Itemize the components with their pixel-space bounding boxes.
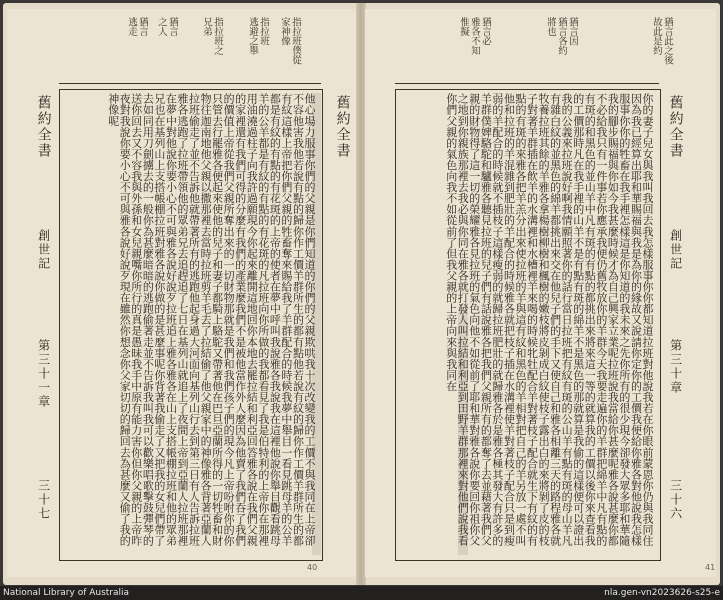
right-note-3: 猶言因	[567, 17, 578, 46]
left-note-6: 兄弟	[201, 17, 212, 36]
right-page-mark: 41	[705, 563, 716, 572]
left-page-number: 三十七	[36, 479, 51, 521]
right-note-4: 猶言各約	[556, 17, 567, 55]
left-header-book-bottom: 舊約全書	[35, 95, 52, 159]
left-note-7: 猶言	[167, 17, 178, 36]
left-note-10: 逃走	[126, 17, 137, 36]
left-page	[7, 9, 357, 577]
left-note-1: 指拉班僕從	[290, 17, 301, 65]
left-note-3: 指拉班	[258, 17, 269, 46]
right-note-5: 將也	[545, 17, 556, 36]
footer-identifier: nla.gen-vn2023626-s25-e	[604, 588, 720, 598]
left-note-2: 家神像	[279, 17, 290, 46]
left-header-chapter-num: 第三十一章	[36, 339, 51, 409]
footer-source: National Library of Australia	[3, 588, 130, 598]
right-note-1: 猶言此之後	[662, 17, 673, 65]
right-header-chapter-num: 第三十章	[668, 339, 683, 395]
book-spread	[3, 3, 720, 585]
footer-bar	[0, 586, 723, 600]
right-note-2: 故此是約	[651, 17, 662, 55]
right-page-number: 三十六	[668, 479, 683, 521]
left-page-mark: 40	[307, 563, 318, 572]
left-body-text: 他心場力服事你們的父親是你們知道的你們的父親欺哄我十次改變我的工價不與我同在上帝卻不容他害我他若說有點的歸你作工價羊群所生的都有點他若說有紋的歸你作工價羊群所生的都有紋這樣上帝把你們父親的牲畜奪來賜給我了羊群配合的時候我夢中舉目一看見跳母羊的公羊都是有紋的有點的有花斑的上帝的使者在夢中呼叫我說雅各我說我在這裡他說你舉目觀看跳母羊的公羊都是有紋的有點的有花斑的凡拉班向你所做的我都看見了我是伯特利的上帝你在那裡用油澆過柱子向我許過願現今你起來離開這地回你本地去罷拉結和利亞回答雅各說在我們父親的家裡還有我們可得的分麼有我們的產業麼我們不是被他當作外人麼因為他賣了我們吞了我們的價值上帝從我們父親所奪出來的一切財物那就是我們和我們孩子們的現今凡上帝吩咐你的你只管去行罷雅各便起來使他的兒子和妻子都騎上駱駝又帶著他在巴旦亞蘭所得的一切牲畜和財物往迦南地他父親以撒那裡去當時拉班剪羊毛去了拉結偷了他父親家中的神像雅各背著亞蘭人拉班偷走了並不告訴他就帶著所有的逃跑他起身過大河面向基列山行去到第三日有人告訴拉班雅各逃跑了拉班帶領他的眾弟兄去追趕追了七日在基列山就追上了夜間上帝到亞蘭人拉班那裡在夢中對他說你要小心不可與雅各說好說歹拉班追上雅各雅各在山上支搭帳棚拉班和他的眾弟兄也在基列山上支搭帳棚拉班對雅各說你做的是甚麼事呢你背著我偷走了又把我的女兒們帶了去如同用刀劍擄去的一般你為甚麼暗暗的逃跑偷著走並不告訴我叫我可以歡樂唱歌擊鼓彈琴的送你回去又不容我與外孫和女兒親嘴你所行的真是愚昧我手中原有能力害你但你父親的上帝昨夜對我說你要小心不可與雅各說好說歹現在雖然你想念你父家切切的歸回去為甚麼又偷了我的神像呢	[106, 93, 316, 547]
left-ruled-line	[59, 83, 321, 84]
left-header-chapter: 創世記	[36, 229, 51, 271]
left-note-4: 逃避之舉	[247, 17, 258, 55]
right-header-book: 舊約全書	[667, 95, 684, 159]
right-body-text: 你的妻子兒女與我叫我回去我怎樣服事你你都知道拉班對他說我若在你眼前蒙恩你仍與我同住因為我已經算出耶和華賜福與我是為你的緣故又說請你定你的工價我便給你雅各對他說我怎樣服事你你的牲畜在我手裡怎樣這是你知道的我未來之先你所有的很少現今卻發大眾多耶和華隨我的腳步賜福與你如今我甚麼時候才為自己興家立業呢拉班說我當給你甚麼呢雅各說甚麼你都不必給我只有一件事若你應承我便仍舊牧放你的羊群今天我要走遍你的羊群把綿羊中凡有點的有斑的和黑色的並山羊中凡有斑的有點的都挑出來將來這一等的就算我的工價以後你來查看我的工價那時凡在我手裡的山羊不是有點有斑的綿羊不是黑色的那就算是我偷的這樣便可以證出我的公義來拉班說好啊我情願照著你的話行當日拉班把有紋有斑的公山羊有點有斑的母山羊凡有雜白紋的並黑色的綿羊都挑出來交在他兒子們的手下又使自己和雅各相離三天的路程雅各就牧養拉班其餘的羊雅各拿楊樹柳樹和楓樹的嫩枝將皮剝成白紋使枝子露出白的來將剝了皮的枝子對著羊群插在飲羊的水溝裡和水槽裡羊來喝的時候牝牡配合羊對著枝子配合就生下有紋的有點的有斑的來雅各把羊羔分出來使拉班的羊與這有紋和黑色的羊相對把自己的羊另放一處不叫他和拉班的羊混雜到肥壯的羊配合的時候雅各就把枝子插在水溝裡使羊對著枝子配合只是到瘦弱的羊配合的時候就不插枝子這樣瘦弱的就歸拉班肥壯的就歸雅各於是雅各極其發大有許多的羊群僕婢駱駝和驢雅各聽見拉班的兒子們有話說雅各把我們父親所有的都奪了去並藉著我們父親的財物得了這一切的榮耀雅各見拉班的氣色向他不如從前了耶和華對雅各說你要回你祖你父之地到你親族那裡去我必與你同在雅各就打發人叫拉結和利亞到田野羊群那裡來對他們說我看你們父親的氣色向我不如從前了但我父親的上帝向來與我同在	[444, 93, 654, 547]
right-note-8: 惟擬	[458, 17, 469, 36]
left-header-book: 舊約全書	[334, 95, 351, 159]
right-page	[365, 9, 716, 577]
right-header-chapter: 創世記	[668, 229, 683, 271]
left-note-8: 之人	[156, 17, 167, 36]
right-note-6: 猶言必	[480, 17, 491, 46]
right-ruled-line	[395, 83, 659, 84]
right-note-7: 雅各不知	[469, 17, 480, 55]
left-note-5: 指拉班之	[212, 17, 223, 55]
left-note-9: 猶言	[137, 17, 148, 36]
